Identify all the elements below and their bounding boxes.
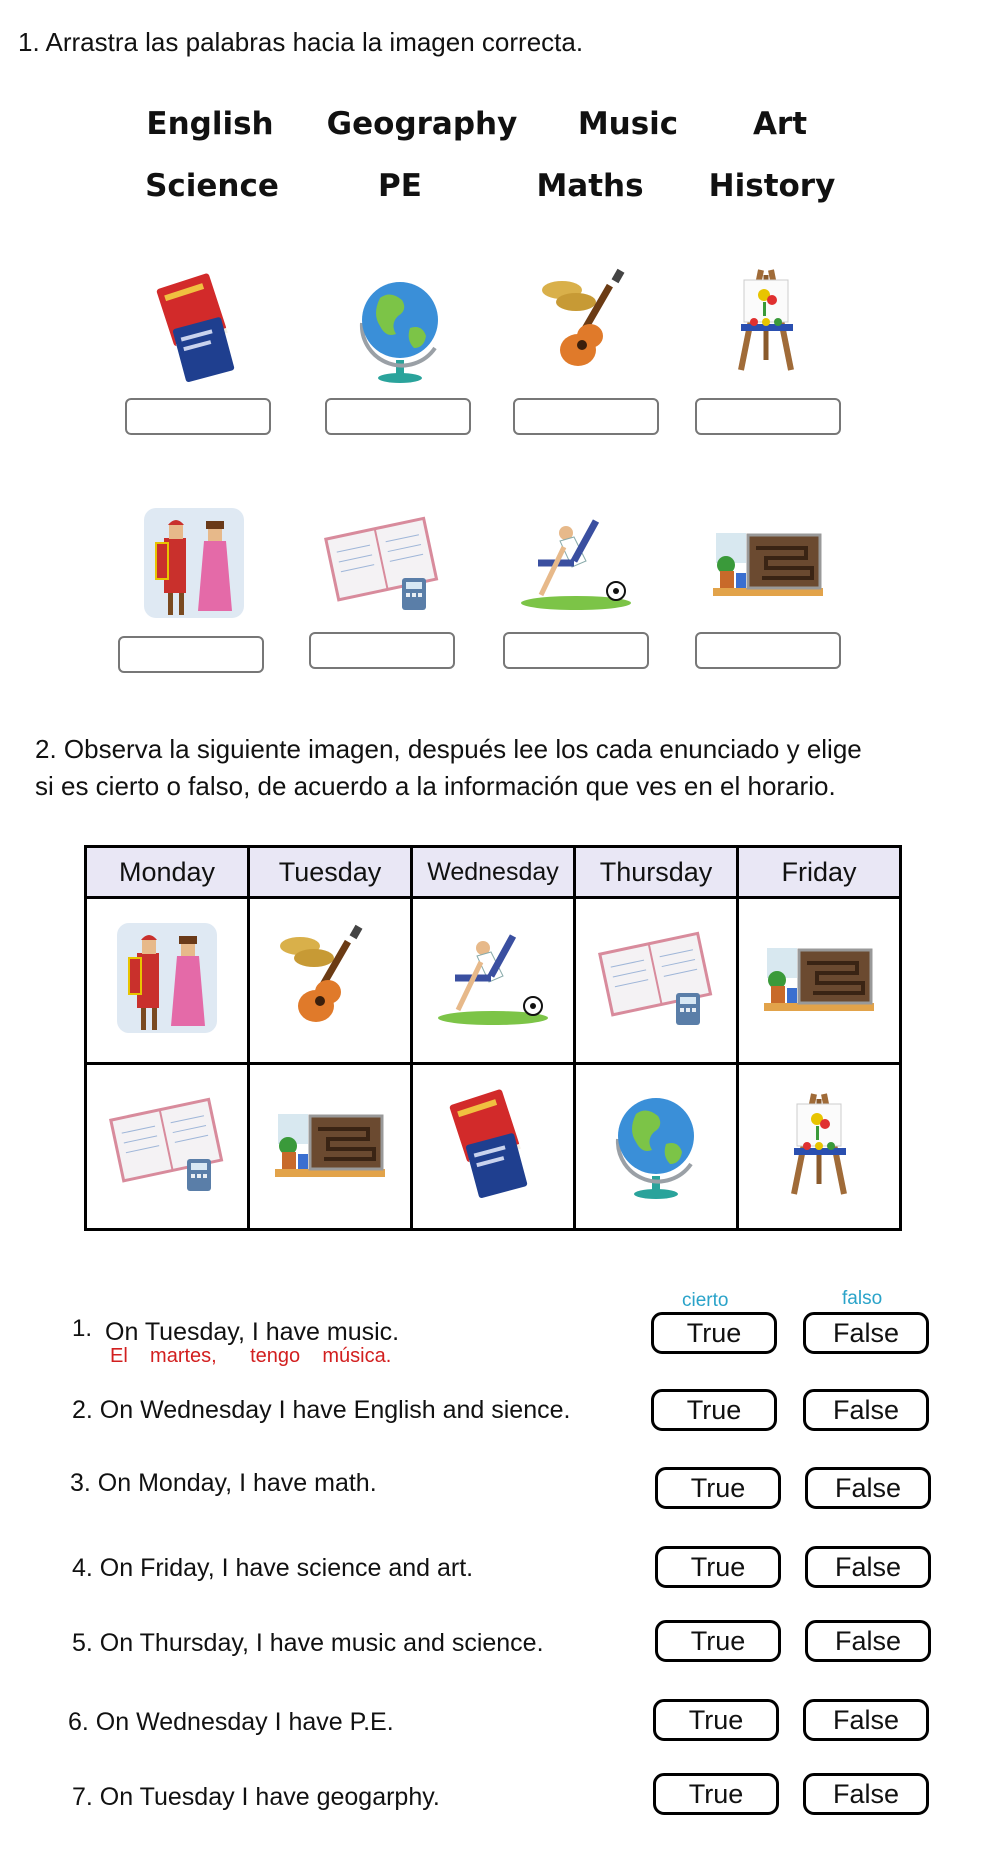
statement-3-true-button[interactable]: True bbox=[655, 1467, 781, 1509]
question-2-instruction-line1: 2. Observa la siguiente imagen, después lee los cada enunciado y elige bbox=[35, 734, 862, 764]
dictionary-book-icon bbox=[140, 268, 260, 388]
cell-wednesday-1 bbox=[412, 898, 575, 1064]
statement-6-false-button[interactable]: False bbox=[803, 1699, 929, 1741]
statement-1-text: On Tuesday, I have music. bbox=[105, 1318, 400, 1346]
terrarium-icon bbox=[759, 918, 879, 1038]
statement-5-false-button[interactable]: False bbox=[805, 1620, 931, 1662]
statement-1-translation bbox=[110, 1345, 440, 1368]
question-1-instruction: 1. Arrastra las palabras hacia la imagen correcta. bbox=[18, 27, 584, 57]
label-falso: falso bbox=[842, 1288, 883, 1309]
statement-2-true-button[interactable]: True bbox=[651, 1389, 777, 1431]
schedule-table bbox=[84, 845, 902, 1231]
question-2-instruction-line2: si es cierto o falso, de acuerdo a la información que ves en el horario. bbox=[35, 771, 836, 801]
statement-4-text: 4. On Friday, I have science and art. bbox=[72, 1554, 474, 1582]
cell-tuesday-1 bbox=[249, 898, 412, 1064]
statement-2-text: 2. On Wednesday I have English and sience. bbox=[72, 1396, 571, 1424]
translation-word: martes, bbox=[150, 1345, 217, 1367]
cell-monday-2 bbox=[86, 1064, 249, 1230]
statement-1-true-button[interactable]: True bbox=[651, 1312, 777, 1354]
globe-icon bbox=[596, 1084, 716, 1204]
translation-word: música. bbox=[322, 1345, 392, 1367]
drop-box-7[interactable] bbox=[503, 632, 649, 669]
drop-box-5[interactable] bbox=[118, 636, 264, 673]
drop-box-3[interactable] bbox=[513, 398, 659, 435]
dictionary-book-icon bbox=[433, 1084, 553, 1204]
soccer-player-icon bbox=[433, 918, 553, 1038]
statement-7-false-button[interactable]: False bbox=[803, 1773, 929, 1815]
cell-monday-1 bbox=[86, 898, 249, 1064]
roman-people-icon bbox=[107, 918, 227, 1038]
word-history[interactable]: History bbox=[708, 168, 836, 204]
terrarium-icon bbox=[270, 1084, 390, 1204]
statement-5-text: 5. On Thursday, I have music and science. bbox=[72, 1629, 544, 1657]
soccer-player-icon bbox=[516, 503, 636, 623]
statement-7-true-button[interactable]: True bbox=[653, 1773, 779, 1815]
notebook-calculator-icon bbox=[107, 1084, 227, 1204]
word-maths[interactable]: Maths bbox=[536, 168, 644, 204]
day-friday: Friday bbox=[738, 847, 901, 898]
roman-people-icon bbox=[134, 503, 254, 623]
drop-box-2[interactable] bbox=[325, 398, 471, 435]
statement-4-true-button[interactable]: True bbox=[655, 1546, 781, 1588]
translation-word: El bbox=[110, 1345, 128, 1367]
statement-5-true-button[interactable]: True bbox=[655, 1620, 781, 1662]
cell-friday-1 bbox=[738, 898, 901, 1064]
drop-box-4[interactable] bbox=[695, 398, 841, 435]
cell-thursday-2 bbox=[575, 1064, 738, 1230]
statement-2-false-button[interactable]: False bbox=[803, 1389, 929, 1431]
day-monday: Monday bbox=[86, 847, 249, 898]
day-thursday: Thursday bbox=[575, 847, 738, 898]
word-music[interactable]: Music bbox=[577, 106, 679, 142]
word-science[interactable]: Science bbox=[145, 168, 279, 204]
cell-friday-2 bbox=[738, 1064, 901, 1230]
statement-3-false-button[interactable]: False bbox=[805, 1467, 931, 1509]
translation-word: tengo bbox=[250, 1345, 301, 1367]
day-wednesday: Wednesday bbox=[412, 847, 575, 898]
cell-wednesday-2 bbox=[412, 1064, 575, 1230]
easel-icon bbox=[759, 1084, 879, 1204]
cell-tuesday-2 bbox=[249, 1064, 412, 1230]
statement-4-false-button[interactable]: False bbox=[805, 1546, 931, 1588]
word-pe[interactable]: PE bbox=[378, 168, 422, 204]
drop-box-8[interactable] bbox=[695, 632, 841, 669]
statement-6-text: 6. On Wednesday I have P.E. bbox=[68, 1708, 394, 1736]
notebook-calculator-icon bbox=[596, 918, 716, 1038]
day-tuesday: Tuesday bbox=[249, 847, 412, 898]
statement-3-text: 3. On Monday, I have math. bbox=[70, 1469, 377, 1497]
cymbals-guitar-icon bbox=[270, 918, 390, 1038]
statement-6-true-button[interactable]: True bbox=[653, 1699, 779, 1741]
cymbals-guitar-icon bbox=[532, 262, 652, 382]
word-geography[interactable]: Geography bbox=[326, 106, 518, 142]
statement-7-text: 7. On Tuesday I have geogarphy. bbox=[72, 1783, 440, 1811]
word-english[interactable]: English bbox=[146, 106, 274, 142]
drop-box-6[interactable] bbox=[309, 632, 455, 669]
terrarium-icon bbox=[708, 503, 828, 623]
notebook-calculator-icon bbox=[322, 503, 442, 623]
label-cierto: cierto bbox=[682, 1290, 729, 1311]
drop-box-1[interactable] bbox=[125, 398, 271, 435]
easel-icon bbox=[706, 260, 826, 380]
statement-1-number: 1. bbox=[72, 1315, 93, 1342]
word-art[interactable]: Art bbox=[752, 106, 808, 142]
statement-1-false-button[interactable]: False bbox=[803, 1312, 929, 1354]
globe-icon bbox=[340, 268, 460, 388]
cell-thursday-1 bbox=[575, 898, 738, 1064]
